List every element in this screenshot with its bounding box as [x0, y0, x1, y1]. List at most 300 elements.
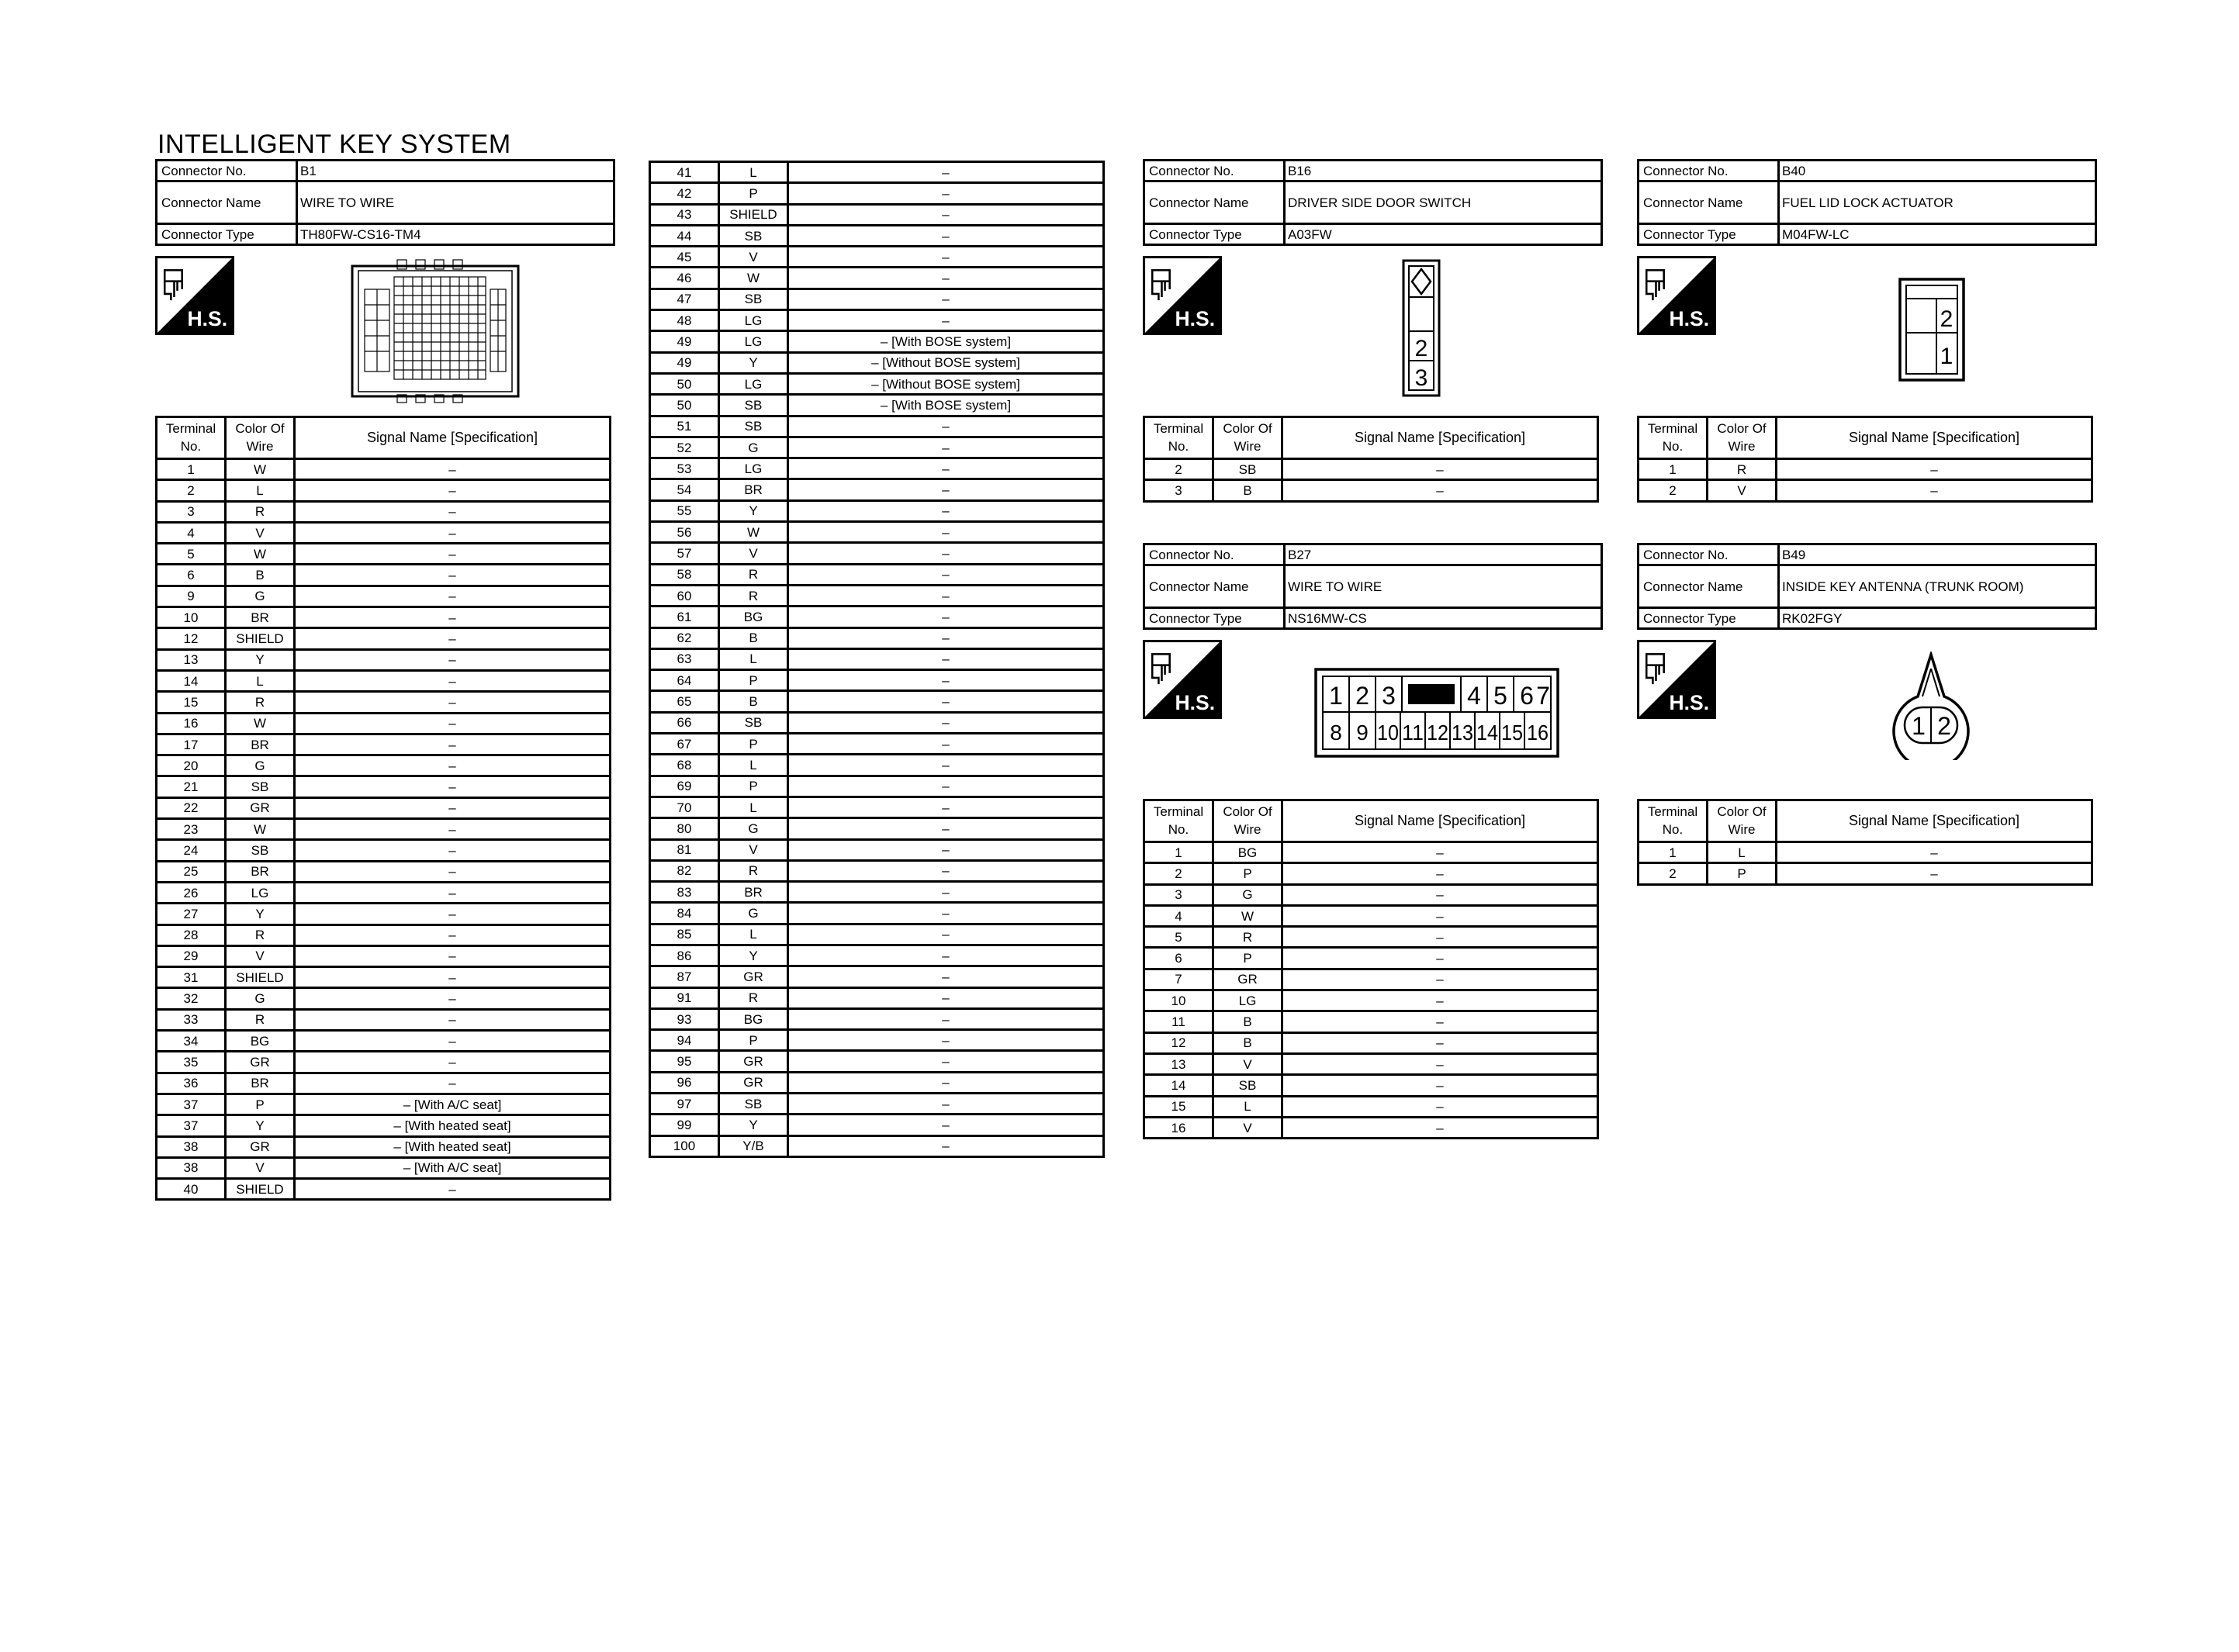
wire-color-cell: Y: [226, 649, 295, 670]
wire-color-cell: GR: [226, 1136, 295, 1157]
hs-badge-text: H.S.: [1669, 690, 1710, 714]
terminal-no-cell: 63: [650, 648, 719, 669]
terminal-table-b40: [1637, 416, 2093, 503]
terminal-no-cell: 42: [650, 183, 719, 204]
wire-color-cell: P: [719, 734, 788, 755]
terminal-no-cell: 52: [650, 437, 719, 458]
header-signal-name: Signal Name [Specification]: [1777, 800, 2092, 842]
terminal-row: [650, 331, 1104, 352]
pin-label: 15: [1501, 721, 1523, 745]
terminal-no-cell: 58: [650, 564, 719, 585]
signal-name-cell: –: [788, 1008, 1104, 1029]
signal-name-cell: –: [788, 945, 1104, 966]
terminal-row: [650, 458, 1104, 479]
wire-color-cell: BR: [226, 734, 295, 755]
signal-name-cell: –: [788, 1115, 1104, 1135]
wire-color-cell: L: [1708, 842, 1777, 863]
terminal-no-cell: 16: [1144, 1117, 1213, 1138]
signal-name-cell: –: [1282, 1075, 1598, 1096]
terminal-row: [157, 797, 611, 818]
terminal-row: [157, 945, 611, 966]
terminal-no-cell: 36: [157, 1073, 226, 1094]
signal-name-cell: –: [1282, 480, 1598, 501]
terminal-no-cell: 21: [157, 776, 226, 797]
terminal-no-cell: 43: [650, 204, 719, 225]
signal-name-cell: –: [788, 627, 1104, 648]
terminal-no-cell: 32: [157, 988, 226, 1009]
signal-name-cell: –: [788, 1051, 1104, 1072]
signal-name-cell: – [Without BOSE system]: [788, 352, 1104, 373]
page-title: INTELLIGENT KEY SYSTEM: [157, 130, 511, 159]
terminal-no-cell: 67: [650, 734, 719, 755]
pin-label: 2: [1355, 682, 1369, 710]
wire-color-cell: SB: [1213, 459, 1282, 480]
terminal-no-cell: 1: [1144, 842, 1213, 863]
terminal-no-cell: 37: [157, 1094, 226, 1115]
wire-color-cell: BG: [226, 1031, 295, 1052]
signal-name-cell: –: [295, 904, 611, 924]
connector-face-b27: [1313, 667, 1560, 759]
pin-label: 9: [1356, 721, 1369, 745]
terminal-row: [650, 247, 1104, 268]
wire-color-cell: P: [719, 670, 788, 691]
terminal-row: [1144, 863, 1598, 884]
terminal-table-b16: [1143, 416, 1599, 503]
wire-color-cell: R: [1708, 459, 1777, 480]
terminal-row: [157, 840, 611, 861]
terminal-row: [1144, 1053, 1598, 1074]
signal-name-cell: –: [295, 776, 611, 797]
terminal-row: [650, 776, 1104, 797]
connector-type-value: A03FW: [1285, 224, 1602, 245]
terminal-no-cell: 37: [157, 1115, 226, 1136]
terminal-row: [650, 352, 1104, 373]
terminal-no-cell: 6: [1144, 948, 1213, 969]
terminal-row: [1144, 1075, 1598, 1096]
terminal-row: [650, 416, 1104, 437]
pin-label: 1: [1329, 682, 1343, 710]
terminal-row: [157, 1094, 611, 1115]
signal-name-cell: –: [295, 501, 611, 522]
terminal-no-cell: 86: [650, 945, 719, 966]
terminal-row: [650, 1115, 1104, 1135]
wire-color-cell: Y: [226, 1115, 295, 1136]
signal-name-cell: –: [788, 966, 1104, 987]
terminal-no-cell: 48: [650, 310, 719, 331]
terminal-no-cell: 31: [157, 967, 226, 988]
wire-color-cell: SHIELD: [226, 628, 295, 649]
label-connector-type: Connector Type: [1639, 224, 1779, 245]
terminal-row: [157, 607, 611, 628]
terminal-no-cell: 10: [157, 607, 226, 628]
connector-info-b16: [1143, 159, 1603, 246]
wire-color-cell: R: [719, 860, 788, 881]
terminal-no-cell: 50: [650, 373, 719, 394]
terminal-row: [1144, 905, 1598, 926]
signal-name-cell: –: [1777, 480, 2092, 501]
signal-name-cell: –: [295, 586, 611, 607]
wire-color-cell: BR: [719, 479, 788, 500]
terminal-no-cell: 5: [1144, 927, 1213, 948]
header-color-of-wire: Color Of Wire: [1213, 417, 1282, 459]
terminal-table-b1-part1: [155, 416, 611, 1201]
wire-color-cell: R: [226, 501, 295, 522]
pin-label: 13: [1452, 721, 1473, 745]
hs-badge-text: H.S.: [1669, 306, 1710, 330]
signal-name-cell: –: [788, 776, 1104, 797]
signal-name-cell: –: [788, 987, 1104, 1008]
terminal-no-cell: 47: [650, 289, 719, 309]
wire-color-cell: LG: [719, 310, 788, 331]
label-connector-no: Connector No.: [1639, 544, 1779, 565]
terminal-row: [157, 1136, 611, 1157]
signal-name-cell: –: [295, 670, 611, 691]
label-connector-no: Connector No.: [157, 161, 297, 181]
terminal-row: [1144, 1117, 1598, 1138]
signal-name-cell: –: [295, 1052, 611, 1073]
wire-color-cell: Y: [719, 1115, 788, 1135]
pin-label: 6: [1520, 682, 1534, 710]
terminal-no-cell: 3: [157, 501, 226, 522]
label-connector-type: Connector Type: [1144, 224, 1285, 245]
terminal-no-cell: 3: [1144, 480, 1213, 501]
signal-name-cell: – [With A/C seat]: [295, 1094, 611, 1115]
label-connector-name: Connector Name: [1144, 565, 1285, 608]
wire-color-cell: SHIELD: [226, 967, 295, 988]
terminal-no-cell: 51: [650, 416, 719, 437]
connector-no-value: B49: [1779, 544, 2096, 565]
terminal-row: [650, 1008, 1104, 1029]
pin-label: 12: [1427, 721, 1448, 745]
terminal-row: [650, 289, 1104, 309]
wire-color-cell: B: [719, 627, 788, 648]
wire-color-cell: SHIELD: [226, 1179, 295, 1200]
wire-color-cell: LG: [719, 331, 788, 352]
signal-name-cell: –: [788, 1094, 1104, 1115]
terminal-no-cell: 13: [157, 649, 226, 670]
terminal-no-cell: 64: [650, 670, 719, 691]
wire-color-cell: BR: [719, 882, 788, 903]
signal-name-cell: –: [1282, 990, 1598, 1011]
signal-name-cell: –: [1282, 459, 1598, 480]
signal-name-cell: –: [295, 459, 611, 480]
wire-color-cell: GR: [719, 1072, 788, 1093]
terminal-no-cell: 10: [1144, 990, 1213, 1011]
signal-name-cell: –: [1777, 459, 2092, 480]
terminal-no-cell: 55: [650, 500, 719, 521]
wire-color-cell: LG: [226, 882, 295, 903]
terminal-no-cell: 38: [157, 1136, 226, 1157]
wire-color-cell: SB: [719, 395, 788, 416]
signal-name-cell: –: [788, 734, 1104, 755]
header-color-of-wire: Color Of Wire: [1708, 417, 1777, 459]
terminal-row: [157, 734, 611, 755]
terminal-no-cell: 56: [650, 522, 719, 543]
wire-color-cell: W: [719, 268, 788, 289]
pin-label: 3: [1382, 682, 1396, 710]
terminal-no-cell: 44: [650, 225, 719, 246]
signal-name-cell: –: [295, 692, 611, 713]
terminal-no-cell: 9: [157, 586, 226, 607]
label-connector-name: Connector Name: [1639, 565, 1779, 608]
terminal-row: [650, 522, 1104, 543]
wire-color-cell: P: [719, 776, 788, 797]
wire-color-cell: Y: [719, 945, 788, 966]
terminal-no-cell: 26: [157, 882, 226, 903]
wire-color-cell: R: [226, 924, 295, 945]
wire-color-cell: SB: [719, 225, 788, 246]
terminal-row: [157, 924, 611, 945]
wire-color-cell: R: [719, 564, 788, 585]
wire-color-cell: GR: [226, 797, 295, 818]
wire-color-cell: P: [226, 1094, 295, 1115]
signal-name-cell: –: [1777, 863, 2092, 884]
wire-color-cell: W: [226, 544, 295, 565]
wire-color-cell: B: [1213, 1032, 1282, 1053]
terminal-no-cell: 7: [1144, 969, 1213, 990]
terminal-no-cell: 41: [650, 162, 719, 183]
label-connector-name: Connector Name: [1639, 181, 1779, 224]
label-connector-no: Connector No.: [1639, 161, 1779, 181]
wire-color-cell: L: [719, 797, 788, 817]
terminal-row: [650, 860, 1104, 881]
wire-color-cell: P: [719, 183, 788, 204]
signal-name-cell: –: [1282, 948, 1598, 969]
hs-badge-text: H.S.: [1175, 690, 1216, 714]
pin-label: 7: [1536, 682, 1550, 710]
connector-type-value: RK02FGY: [1779, 608, 2096, 629]
terminal-row: [157, 967, 611, 988]
terminal-row: [157, 1115, 611, 1136]
connector-info-b1: [155, 159, 615, 246]
signal-name-cell: –: [1282, 863, 1598, 884]
wire-color-cell: V: [719, 839, 788, 860]
terminal-row: [157, 522, 611, 543]
signal-name-cell: –: [295, 840, 611, 861]
terminal-row: [650, 734, 1104, 755]
signal-name-cell: –: [1282, 1032, 1598, 1053]
signal-name-cell: –: [788, 712, 1104, 733]
terminal-row: [1144, 927, 1598, 948]
wire-color-cell: SB: [719, 712, 788, 733]
wire-color-cell: BG: [1213, 842, 1282, 863]
terminal-row: [157, 882, 611, 903]
wire-color-cell: P: [1708, 863, 1777, 884]
wire-color-cell: Y: [719, 352, 788, 373]
signal-name-cell: – [With A/C seat]: [295, 1157, 611, 1178]
pin-label: 2: [1940, 306, 1954, 332]
signal-name-cell: –: [295, 628, 611, 649]
terminal-no-cell: 40: [157, 1179, 226, 1200]
terminal-no-cell: 14: [1144, 1075, 1213, 1096]
hs-badge-icon: [155, 256, 234, 335]
terminal-row: [650, 183, 1104, 204]
wire-color-cell: B: [719, 691, 788, 712]
terminal-row: [157, 1052, 611, 1073]
header-terminal-no: Terminal No.: [157, 417, 226, 459]
terminal-row: [157, 1157, 611, 1178]
terminal-no-cell: 35: [157, 1052, 226, 1073]
terminal-row: [157, 1031, 611, 1052]
terminal-no-cell: 23: [157, 819, 226, 840]
signal-name-cell: – [Without BOSE system]: [788, 373, 1104, 394]
terminal-no-cell: 99: [650, 1115, 719, 1135]
signal-name-cell: –: [788, 924, 1104, 945]
signal-name-cell: –: [788, 1030, 1104, 1051]
label-connector-type: Connector Type: [157, 224, 297, 245]
signal-name-cell: – [With heated seat]: [295, 1115, 611, 1136]
wire-color-cell: V: [226, 945, 295, 966]
signal-name-cell: –: [295, 649, 611, 670]
connector-no-value: B40: [1779, 161, 2096, 181]
wire-color-cell: LG: [719, 458, 788, 479]
terminal-no-cell: 87: [650, 966, 719, 987]
terminal-no-cell: 1: [1639, 459, 1708, 480]
signal-name-cell: –: [788, 416, 1104, 437]
wire-color-cell: LG: [1213, 990, 1282, 1011]
signal-name-cell: –: [295, 480, 611, 501]
wire-color-cell: V: [226, 522, 295, 543]
terminal-no-cell: 4: [1144, 905, 1213, 926]
pin-label: 5: [1493, 682, 1507, 710]
terminal-no-cell: 15: [157, 692, 226, 713]
wire-color-cell: SB: [226, 776, 295, 797]
terminal-no-cell: 2: [1639, 480, 1708, 501]
hs-badge-icon: [1637, 640, 1716, 719]
signal-name-cell: –: [788, 564, 1104, 585]
signal-name-cell: –: [788, 162, 1104, 183]
wire-color-cell: R: [226, 692, 295, 713]
terminal-row: [650, 839, 1104, 860]
terminal-row: [650, 691, 1104, 712]
terminal-no-cell: 17: [157, 734, 226, 755]
terminal-row: [650, 268, 1104, 289]
terminal-no-cell: 2: [157, 480, 226, 501]
terminal-row: [157, 904, 611, 924]
terminal-row: [1144, 990, 1598, 1011]
terminal-row: [157, 501, 611, 522]
signal-name-cell: –: [788, 289, 1104, 309]
pin-label: 3: [1414, 365, 1428, 391]
connector-info-b27: [1143, 543, 1603, 630]
terminal-row: [157, 459, 611, 480]
wire-color-cell: L: [719, 924, 788, 945]
terminal-no-cell: 24: [157, 840, 226, 861]
terminal-no-cell: 50: [650, 395, 719, 416]
terminal-no-cell: 2: [1639, 863, 1708, 884]
wire-color-cell: B: [1213, 1011, 1282, 1032]
wire-color-cell: G: [719, 437, 788, 458]
terminal-no-cell: 38: [157, 1157, 226, 1178]
terminal-no-cell: 1: [1639, 842, 1708, 863]
signal-name-cell: –: [295, 734, 611, 755]
wire-color-cell: W: [1213, 905, 1282, 926]
terminal-row: [650, 755, 1104, 776]
terminal-row: [157, 670, 611, 691]
pin-label: 1: [1940, 344, 1954, 369]
terminal-row: [157, 776, 611, 797]
pin-label: 14: [1476, 721, 1498, 745]
signal-name-cell: –: [788, 818, 1104, 839]
wire-color-cell: V: [1213, 1117, 1282, 1138]
terminal-row: [157, 861, 611, 882]
terminal-row: [1639, 863, 2092, 884]
signal-name-cell: –: [788, 204, 1104, 225]
pin-label: 10: [1377, 721, 1399, 745]
header-signal-name: Signal Name [Specification]: [1282, 800, 1598, 842]
terminal-no-cell: 68: [650, 755, 719, 776]
wire-color-cell: G: [226, 586, 295, 607]
hs-badge-text: H.S.: [1175, 306, 1216, 330]
hs-badge-icon: [1143, 640, 1222, 719]
terminal-row: [650, 564, 1104, 585]
wire-color-cell: SB: [719, 289, 788, 309]
signal-name-cell: – [With BOSE system]: [788, 395, 1104, 416]
terminal-table-b1-part2: [649, 161, 1105, 1158]
terminal-no-cell: 2: [1144, 863, 1213, 884]
terminal-row: [157, 1009, 611, 1030]
signal-name-cell: –: [788, 882, 1104, 903]
wire-color-cell: V: [719, 543, 788, 564]
terminal-row: [650, 310, 1104, 331]
terminal-row: [650, 903, 1104, 924]
terminal-row: [650, 1135, 1104, 1156]
terminal-row: [650, 1094, 1104, 1115]
terminal-row: [157, 628, 611, 649]
terminal-row: [1144, 1011, 1598, 1032]
pin-label: 2: [1937, 712, 1951, 740]
terminal-no-cell: 22: [157, 797, 226, 818]
wire-color-cell: P: [1213, 863, 1282, 884]
signal-name-cell: –: [295, 522, 611, 543]
signal-name-cell: –: [295, 882, 611, 903]
signal-name-cell: –: [788, 225, 1104, 246]
wire-color-cell: L: [719, 648, 788, 669]
terminal-row: [650, 627, 1104, 648]
wire-color-cell: B: [1213, 480, 1282, 501]
wire-color-cell: P: [719, 1030, 788, 1051]
terminal-no-cell: 27: [157, 904, 226, 924]
connector-no-value: B16: [1285, 161, 1602, 181]
signal-name-cell: –: [788, 458, 1104, 479]
terminal-row: [650, 1051, 1104, 1072]
label-connector-no: Connector No.: [1144, 544, 1285, 565]
terminal-row: [157, 819, 611, 840]
terminal-no-cell: 2: [1144, 459, 1213, 480]
terminal-no-cell: 5: [157, 544, 226, 565]
wire-color-cell: G: [719, 903, 788, 924]
terminal-no-cell: 6: [157, 565, 226, 586]
terminal-row: [650, 670, 1104, 691]
terminal-row: [1144, 480, 1598, 501]
wire-color-cell: G: [226, 988, 295, 1009]
header-terminal-no: Terminal No.: [1144, 417, 1213, 459]
terminal-no-cell: 57: [650, 543, 719, 564]
terminal-row: [1144, 1032, 1598, 1053]
terminal-row: [650, 437, 1104, 458]
terminal-row: [650, 882, 1104, 903]
signal-name-cell: –: [1777, 842, 2092, 863]
header-signal-name: Signal Name [Specification]: [295, 417, 611, 459]
terminal-row: [1144, 1096, 1598, 1117]
wire-color-cell: GR: [719, 966, 788, 987]
terminal-row: [157, 480, 611, 501]
terminal-row: [157, 1179, 611, 1200]
terminal-no-cell: 1: [157, 459, 226, 480]
label-connector-no: Connector No.: [1144, 161, 1285, 181]
wire-color-cell: SB: [226, 840, 295, 861]
wire-color-cell: Y: [719, 500, 788, 521]
